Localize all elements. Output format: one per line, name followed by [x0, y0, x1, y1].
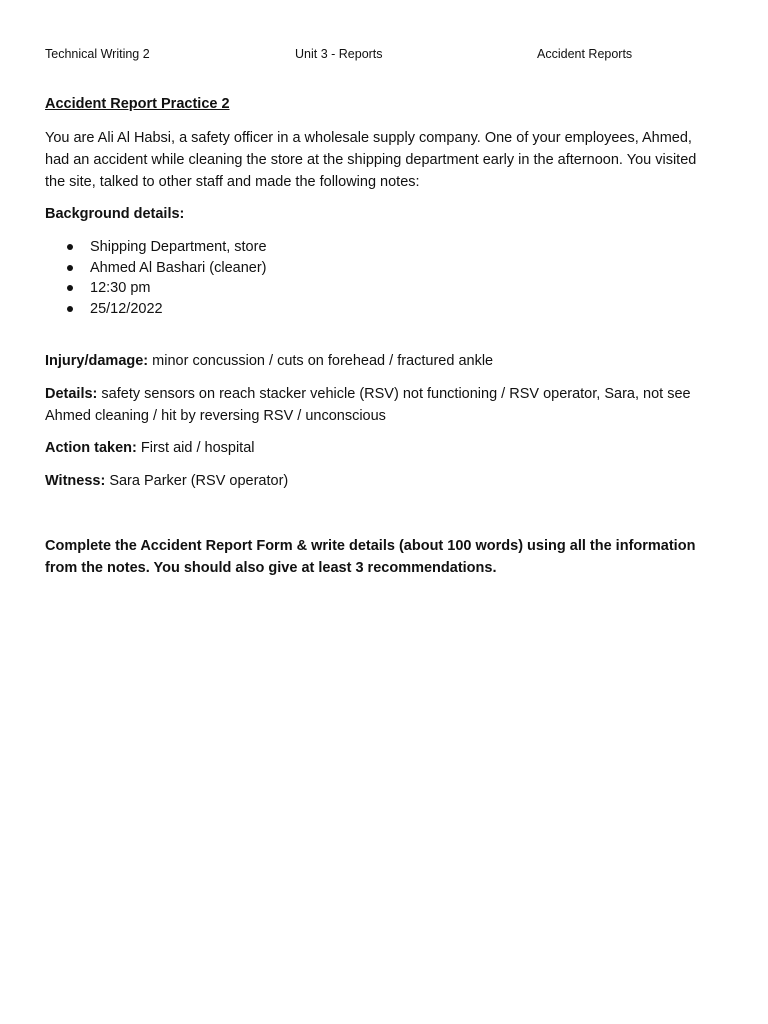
- list-item-text: 25/12/2022: [90, 300, 163, 317]
- task-instruction: Complete the Accident Report Form & write details (about 100 words) using all the information from the notes. You should also give at least 3 recommendations.: [45, 538, 696, 576]
- list-item-text: 12:30 pm: [90, 280, 151, 296]
- bullet-icon: [67, 244, 73, 250]
- details-paragraph: [45, 383, 717, 427]
- action-paragraph: [45, 437, 717, 459]
- injury-paragraph: [45, 350, 717, 372]
- document-title: Accident Report Practice 2: [45, 96, 230, 112]
- page-header: [45, 47, 725, 65]
- details-text: safety sensors on reach stacker vehicle (RSV) not functioning / RSV operator, Sara, not see Ahmed cleaning / hit by reversing RSV / unconscious: [45, 386, 691, 424]
- details-label: Details:: [45, 386, 98, 402]
- background-list: [45, 237, 267, 319]
- list-item: [45, 258, 267, 279]
- header-topic: Accident Reports: [537, 47, 633, 61]
- injury-text: minor concussion / cuts on forehead / fractured ankle: [148, 353, 494, 369]
- action-label: Action taken:: [45, 440, 137, 456]
- action-text: First aid / hospital: [136, 440, 255, 456]
- list-item: [45, 278, 267, 299]
- header-course: Technical Writing 2: [45, 47, 150, 61]
- intro-paragraph: You are Ali Al Habsi, a safety officer in a wholesale supply company. One of your employees, Ahmed, had an accident while cleaning the store at the shipping department early in the afternoon. You visited the site, talked to other staff and made the following notes:: [45, 130, 697, 190]
- bullet-icon: [67, 285, 73, 291]
- list-item-text: Ahmed Al Bashari (cleaner): [90, 259, 267, 276]
- background-heading: Background details:: [45, 206, 185, 222]
- witness-text: Sara Parker (RSV operator): [105, 473, 289, 489]
- injury-label: Injury/damage:: [45, 353, 149, 369]
- witness-label: Witness:: [45, 473, 106, 489]
- header-unit: Unit 3 - Reports: [295, 47, 383, 61]
- list-item: [45, 237, 267, 258]
- bullet-icon: [67, 306, 73, 312]
- bullet-icon: [67, 265, 73, 271]
- list-item-text: Shipping Department, store: [90, 239, 267, 255]
- list-item: [45, 299, 267, 320]
- witness-paragraph: [45, 470, 717, 492]
